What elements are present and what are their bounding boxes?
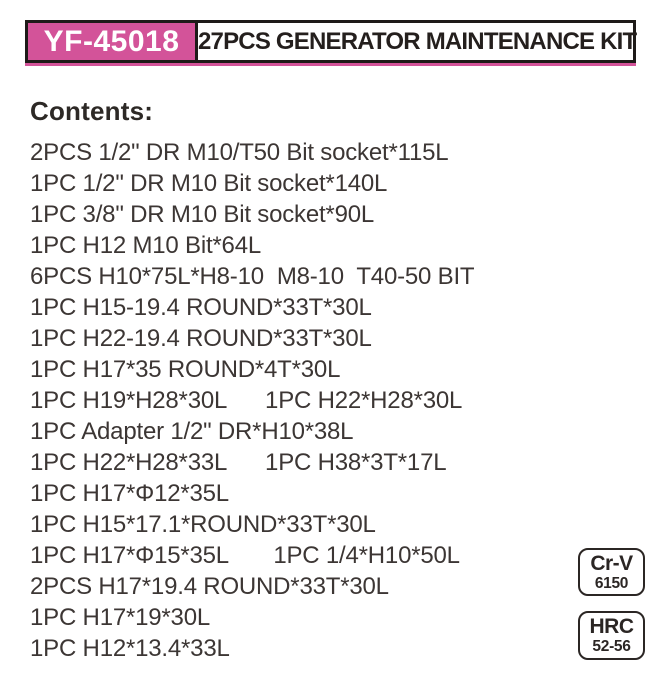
contents-list-item: 1PC H22*H28*33L 1PC H38*3T*17L	[30, 449, 447, 476]
contents-list-item: 1PC H17*19*30L	[30, 604, 211, 631]
contents-list-item: 1PC H17*Φ12*35L	[30, 480, 229, 507]
contents-list-item: 1PC H12*13.4*33L	[30, 635, 230, 662]
crv-badge-grade: 6150	[594, 574, 629, 592]
contents-list-item: 1PC H22-19.4 ROUND*33T*30L	[30, 325, 372, 352]
product-title: 27PCS GENERATOR MAINTENANCE KIT	[198, 27, 637, 55]
contents-heading: Contents:	[30, 96, 154, 126]
contents-list-item: 1PC H15-19.4 ROUND*33T*30L	[30, 294, 372, 321]
contents-list	[30, 137, 474, 664]
contents-list-item: 2PCS 1/2" DR M10/T50 Bit socket*115L	[30, 139, 449, 166]
model-number-badge: YF-45018	[28, 23, 198, 60]
hrc-hardness-badge	[578, 611, 645, 660]
contents-list-item: 2PCS H17*19.4 ROUND*33T*30L	[30, 573, 389, 600]
hrc-badge-label: HRC	[589, 615, 634, 638]
crv-badge-material: Cr-V	[590, 551, 633, 575]
contents-list-item: 1PC 3/8" DR M10 Bit socket*90L	[30, 201, 375, 228]
header-accent-underline	[25, 63, 636, 66]
contents-list-item: 1PC H19*H28*30L 1PC H22*H28*30L	[30, 387, 463, 414]
contents-list-item: 1PC H17*35 ROUND*4T*30L	[30, 356, 341, 383]
hrc-badge-range: 52-56	[592, 638, 631, 655]
product-header-bar	[25, 20, 636, 63]
contents-list-item: 1PC Adapter 1/2" DR*H10*38L	[30, 418, 354, 445]
contents-list-item: 1PC H17*Φ15*35L 1PC 1/4*H10*50L	[30, 542, 460, 569]
contents-list-item: 1PC H15*17.1*ROUND*33T*30L	[30, 511, 376, 538]
contents-list-item: 1PC 1/2" DR M10 Bit socket*140L	[30, 170, 388, 197]
contents-list-item: 6PCS H10*75L*H8-10 M8-10 T40-50 BIT	[30, 263, 475, 290]
contents-list-item: 1PC H12 M10 Bit*64L	[30, 232, 261, 259]
crv-steel-badge	[578, 548, 645, 596]
